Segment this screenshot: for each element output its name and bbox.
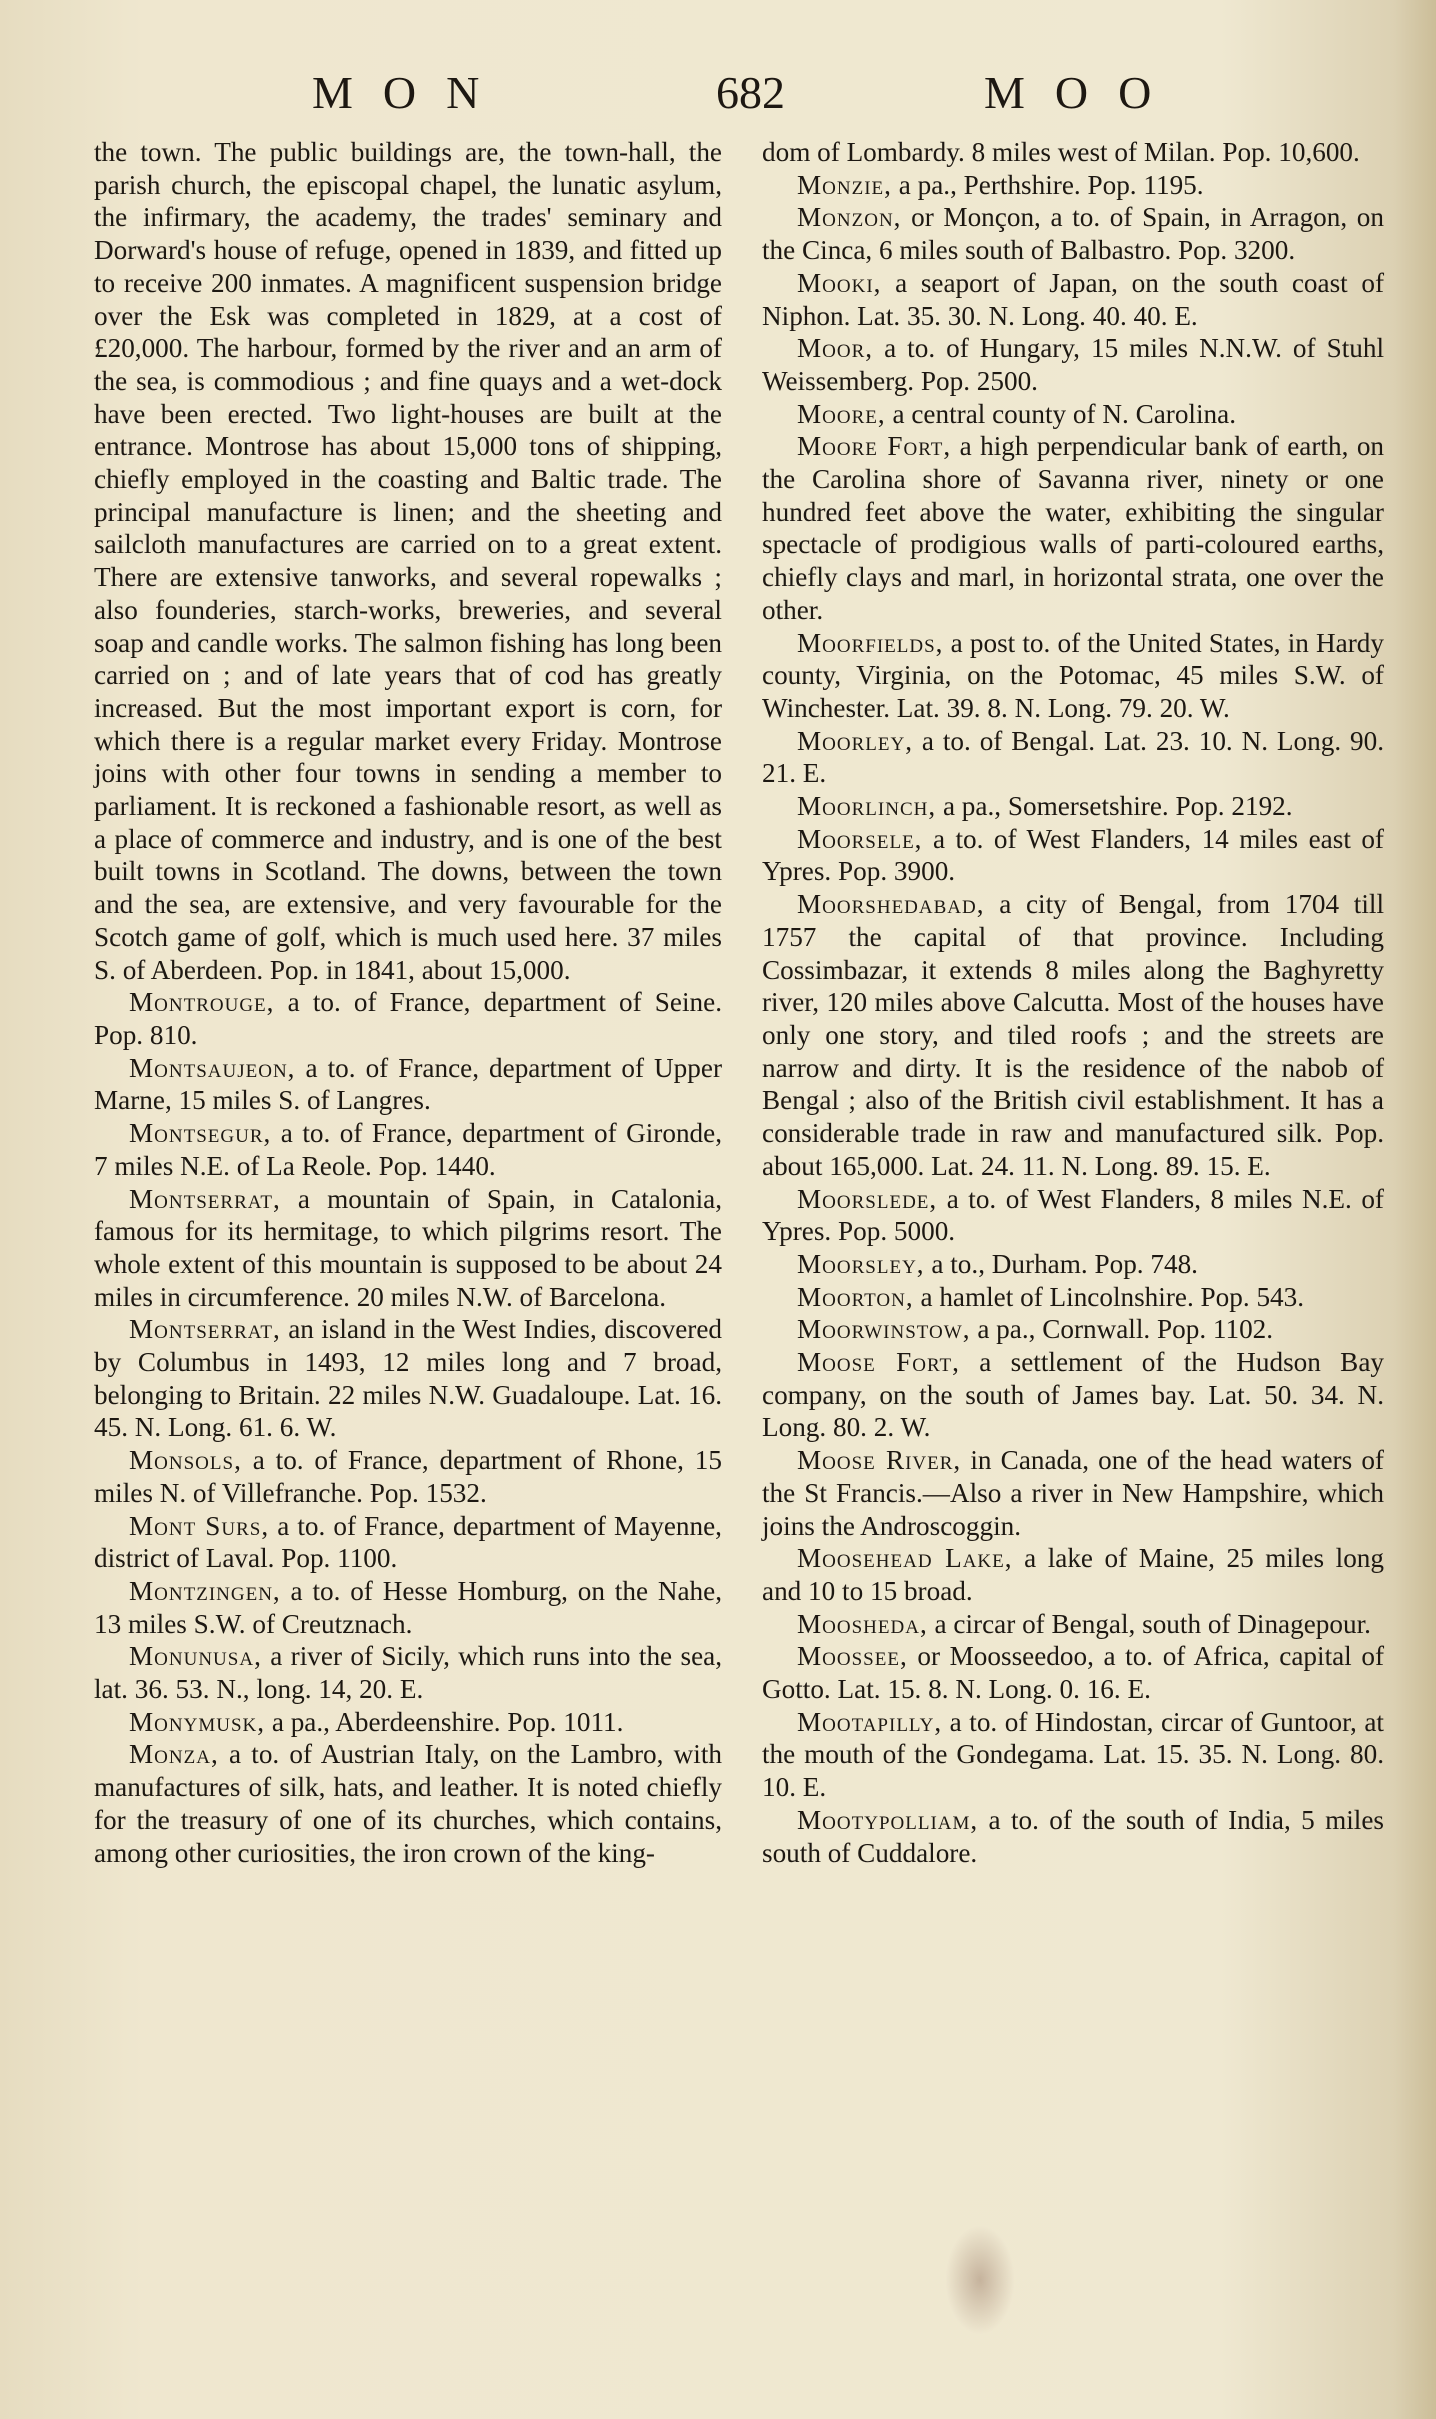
- gazetteer-entry: [94, 1052, 722, 1117]
- gazetteer-entry: [762, 1248, 1384, 1281]
- entry-text: a to. of Austrian Italy, on the Lambro, with manufactures of silk, hats, and leather. It is noted chiefly for the treasury of one of its churches, which contains, among other curiosities, the iron crown of the king-: [94, 1739, 722, 1868]
- entry-text: a to. of France, department of Seine. Pop. 810.: [94, 987, 722, 1050]
- gazetteer-entry: [762, 1313, 1384, 1346]
- entry-text: dom of Lombardy. 8 miles west of Milan. Pop. 10,600.: [762, 137, 1360, 167]
- gazetteer-entry: [94, 1313, 722, 1444]
- page-number: 682: [716, 67, 785, 118]
- entry-headword: Montserrat,: [129, 1314, 281, 1345]
- entry-headword: Moorley,: [797, 725, 914, 756]
- gazetteer-entry: [94, 1575, 722, 1640]
- gazetteer-entry: [94, 1183, 722, 1314]
- entry-headword: Moorslede,: [797, 1183, 938, 1214]
- gazetteer-entry: [762, 1444, 1384, 1542]
- gazetteer-entry: [762, 1183, 1384, 1248]
- entry-text: a high perpendicular bank of earth, on the Carolina shore of Savanna river, ninety or one hundred feet above the water, exhibiting the singular spectacle of prodigious walls of parti-coloured earths, chiefly clays and marl, in horizontal strata, one over the other.: [762, 431, 1385, 625]
- gazetteer-entry: [762, 267, 1384, 332]
- entry-headword: Moorshedabad,: [797, 889, 985, 920]
- gazetteer-entry: [94, 136, 722, 986]
- gazetteer-entry: [762, 136, 1384, 169]
- entry-headword: Monzie,: [797, 169, 892, 200]
- entry-headword: Mootapilly,: [797, 1706, 943, 1737]
- entry-text: a to. of Hesse Homburg, on the Nahe, 13 miles S.W. of Creutznach.: [94, 1575, 722, 1639]
- entry-headword: Moorlinch,: [797, 791, 937, 822]
- entry-text: an island in the West Indies, discovered by Columbus in 1493, 12 miles long and 7 broad, belonging to Britain. 22 miles N.W. Guadaloupe. Lat. 16. 45. N. Long. 61. 6. W.: [94, 1314, 722, 1443]
- entry-headword: Monzon,: [797, 202, 902, 233]
- entry-headword: Moosheda,: [797, 1608, 928, 1639]
- gazetteer-entry: [762, 1608, 1384, 1641]
- entry-headword: Moose River,: [797, 1445, 962, 1476]
- entry-headword: Moossee,: [797, 1641, 908, 1672]
- gazetteer-entry: [762, 823, 1384, 888]
- entry-text: in Canada, one of the head waters of the St Francis.—Also a river in New Hampshire, which joins the Androscoggin.: [762, 1445, 1384, 1541]
- entry-headword: Mootypolliam,: [797, 1804, 979, 1835]
- entry-headword: Montserrat,: [129, 1183, 281, 1214]
- entry-text: a central county of N. Carolina.: [885, 398, 1236, 429]
- entry-text: a circar of Bengal, south of Dinagepour.: [927, 1608, 1371, 1639]
- entry-text: a pa., Perthshire. Pop. 1195.: [891, 169, 1204, 200]
- header-left-guide: MON: [312, 67, 510, 118]
- entry-headword: Monymusk,: [129, 1706, 266, 1737]
- entry-text: a city of Bengal, from 1704 till 1757 the capital of that province. Including Cossimbazar, it extends 8 miles along the Baghyretty river, 120 miles above Calcutta. Most of the houses have only one story, and tiled roofs ; and the streets are narrow and dirty. It is the residence of the nabob of Bengal ; also of the British civil establishment. It has a considerable trade in raw and manufactured silk. Pop. about 165,000. Lat. 24. 11. N. Long. 89. 15. E.: [762, 889, 1384, 1181]
- gazetteer-entry: [94, 1738, 722, 1869]
- entry-text: a hamlet of Lincolnshire. Pop. 543.: [913, 1281, 1305, 1312]
- entry-headword: Moore Fort,: [797, 431, 952, 462]
- gazetteer-entry: [762, 1706, 1384, 1804]
- entry-text: a post to. of the United States, in Hardy county, Virginia, on the Potomac, 45 miles S.W. of Winchester. Lat. 39. 8. N. Long. 79. 20. W.: [762, 627, 1384, 723]
- paper-stain: [945, 2225, 1015, 2335]
- gazetteer-entry: [94, 1444, 722, 1509]
- entry-text: a mountain of Spain, in Catalonia, famous for its hermitage, to which pilgrims resort. The whole extent of this mountain is supposed to be about 24 miles in circumference. 20 miles N.W. of Barcelona.: [94, 1183, 722, 1312]
- gazetteer-entry: [94, 1117, 722, 1182]
- entry-headword: Moorsele,: [797, 823, 923, 854]
- gazetteer-entry: [762, 1804, 1384, 1869]
- right-column: [762, 136, 1384, 1869]
- entry-headword: Montsegur,: [129, 1118, 272, 1149]
- entry-headword: Mooki,: [797, 267, 882, 298]
- entry-text: a to. of West Flanders, 14 miles east of Ypres. Pop. 3900.: [762, 823, 1384, 887]
- entry-text: a river of Sicily, which runs into the sea, lat. 36. 53. N., long. 14, 20. E.: [94, 1641, 722, 1705]
- entry-headword: Montzingen,: [129, 1575, 281, 1606]
- entry-text: a lake of Maine, 25 miles long and 10 to 15 broad.: [762, 1543, 1384, 1606]
- entry-text: or Monçon, a to. of Spain, in Arragon, on the Cinca, 6 miles south of Balbastro. Pop. 3200.: [762, 202, 1384, 266]
- entry-headword: Monunusa,: [129, 1641, 262, 1672]
- entry-headword: Moosehead Lake,: [797, 1543, 1013, 1574]
- entry-text: a settlement of the Hudson Bay company, on the south of James bay. Lat. 50. 34. N. Long. 80. 2. W.: [762, 1347, 1384, 1443]
- entry-text: a to. of Bengal. Lat. 23. 10. N. Long. 90. 21. E.: [762, 725, 1384, 789]
- entry-headword: Moorton,: [797, 1281, 914, 1312]
- entry-text: or Moosseedoo, a to. of Africa, capital of Gotto. Lat. 15. 8. N. Long. 0. 16. E.: [762, 1641, 1384, 1705]
- gazetteer-entry: [762, 332, 1384, 397]
- entry-text: a to., Durham. Pop. 748.: [924, 1248, 1198, 1279]
- entry-headword: Moorfields,: [797, 627, 944, 658]
- gazetteer-entry: [762, 888, 1384, 1182]
- gazetteer-entry: [762, 725, 1384, 790]
- entry-text: a to. of France, department of Upper Marne, 15 miles S. of Langres.: [94, 1052, 722, 1116]
- entry-headword: Moorwinstow,: [797, 1314, 971, 1345]
- running-header: [0, 66, 1436, 136]
- gazetteer-entry: [762, 1542, 1384, 1607]
- entry-headword: Moor,: [797, 333, 874, 364]
- entry-headword: Montsaujeon,: [129, 1052, 296, 1083]
- gazetteer-entry: [762, 169, 1384, 202]
- header-right-guide: MOO: [984, 67, 1182, 118]
- entry-text: the town. The public buildings are, the town-hall, the parish church, the episcopal chapel, the lunatic asylum, the infirmary, the academy, the trades' seminary and Dorward's house of refuge, opened in 1839, and fitted up to receive 200 inmates. A magnificent suspension bridge over the Esk was completed in 1829, at a cost of £20,000. The harbour, formed by the river and an arm of the sea, is commodious ; and fine quays and a wet-dock have been erected. Two light-houses are built at the entrance. Montrose has about 15,000 tons of shipping, chiefly employed in the coasting and Baltic trade. The principal manufacture is linen; and the sheeting and sailcloth manufactures are carried on to a great extent. There are extensive tanworks, and several ropewalks ; also founderies, starch-works, breweries, and several soap and candle works. The salmon fishing has long been carried on ; and of late years that of cod has greatly increased. But the most important export is corn, for which there is a regular market every Friday. Montrose joins with other four towns in sending a member to parliament. It is reckoned a fashionable resort, as well as a place of commerce and industry, and is one of the best built towns in Scotland. The downs, between the town and the sea, are extensive, and very favourable for the Scotch game of golf, which is much used here. 37 miles S. of Aberdeen. Pop. in 1841, about 15,000.: [94, 137, 722, 985]
- entry-text: a to. of France, department of Mayenne, district of Laval. Pop. 1100.: [94, 1510, 722, 1574]
- entry-text: a seaport of Japan, on the south coast of Niphon. Lat. 35. 30. N. Long. 40. 40. E.: [762, 267, 1384, 331]
- entry-text: a to. of Hungary, 15 miles N.N.W. of Stuhl Weissemberg. Pop. 2500.: [762, 333, 1384, 396]
- entry-text: a to. of the south of India, 5 miles south of Cuddalore.: [762, 1804, 1384, 1868]
- entry-text: a to. of France, department of Rhone, 15 miles N. of Villefranche. Pop. 1532.: [94, 1445, 722, 1508]
- gazetteer-entry: [762, 398, 1384, 431]
- gazetteer-entry: [94, 1510, 722, 1575]
- entry-headword: Moore,: [797, 398, 886, 429]
- entry-headword: Moose Fort,: [797, 1347, 960, 1378]
- entry-text: a to. of France, department of Gironde, 7 miles N.E. of La Reole. Pop. 1440.: [94, 1118, 722, 1181]
- entry-text: a pa., Cornwall. Pop. 1102.: [970, 1314, 1274, 1345]
- gazetteer-entry: [762, 1281, 1384, 1314]
- gazetteer-entry: [762, 1640, 1384, 1705]
- entry-text: a pa., Somersetshire. Pop. 2192.: [936, 791, 1293, 822]
- gazetteer-entry: [94, 986, 722, 1051]
- entry-headword: Monsols,: [129, 1445, 242, 1476]
- entry-headword: Mont Surs,: [129, 1510, 270, 1541]
- gazetteer-entry: [94, 1640, 722, 1705]
- gazetteer-entry: [762, 790, 1384, 823]
- entry-text: a to. of West Flanders, 8 miles N.E. of Ypres. Pop. 5000.: [762, 1183, 1384, 1247]
- entry-text: a to. of Hindostan, circar of Guntoor, at the mouth of the Gondegama. Lat. 15. 35. N. Long. 80. 10. E.: [762, 1706, 1384, 1803]
- entry-headword: Monza,: [129, 1739, 219, 1770]
- entry-headword: Moorsley,: [797, 1248, 925, 1279]
- gazetteer-entry: [762, 627, 1384, 725]
- gazetteer-entry: [94, 1706, 722, 1739]
- entry-headword: Montrouge,: [129, 987, 275, 1018]
- gazetteer-entry: [762, 430, 1384, 626]
- entry-text: a pa., Aberdeenshire. Pop. 1011.: [265, 1706, 624, 1737]
- gazetteer-entry: [762, 1346, 1384, 1444]
- left-column: [94, 136, 722, 1869]
- gazetteer-entry: [762, 201, 1384, 266]
